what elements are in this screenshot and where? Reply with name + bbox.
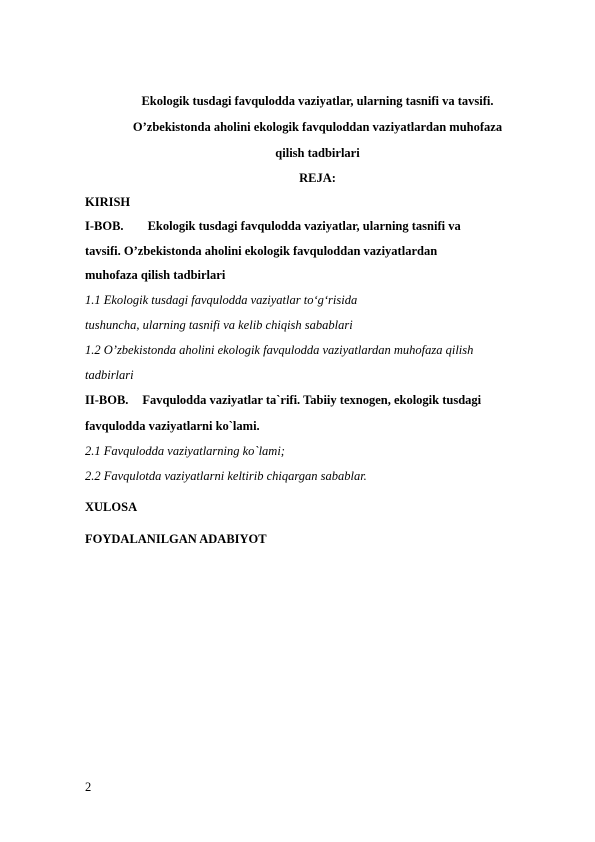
section-2-1: 2.1 Favqulodda vaziyatlarning ko`lami; bbox=[85, 444, 285, 458]
chapter2-title-line-2: favqulodda vaziyatlarni ko`lami. bbox=[85, 419, 260, 433]
references-heading: FOYDALANILGAN ADABIYOT bbox=[85, 532, 267, 546]
chapter1-heading-line-1 bbox=[85, 218, 555, 234]
chapter2-heading-line-1 bbox=[85, 392, 555, 408]
chapter1-label: I-BOB. bbox=[85, 219, 124, 233]
chapter1-title-line-1: Ekologik tusdagi favqulodda vaziyatlar, ularning tasnifi va bbox=[147, 219, 461, 233]
section-1-2-line-2: tadbirlari bbox=[85, 368, 134, 382]
title-line-3: qilish tadbirlari bbox=[275, 146, 360, 160]
plan-heading: REJA: bbox=[299, 171, 336, 185]
chapter2-label: II-BOB. bbox=[85, 393, 129, 407]
intro-heading: KIRISH bbox=[85, 195, 131, 209]
section-1-2-line-1: 1.2 O’zbekistonda aholini ekologik favqulodda vaziyatlardan muhofaza qilish bbox=[85, 343, 474, 357]
chapter1-title-line-2: tavsifi. O’zbekistonda aholini ekologik favquloddan vaziyatlardan bbox=[85, 244, 438, 258]
section-1-1-line-1: 1.1 Ekologik tusdagi favqulodda vaziyatlar to‘g‘risida bbox=[85, 293, 358, 307]
chapter2-title-line-1: Favqulodda vaziyatlar ta`rifi. Tabiiy texnogen, ekologik tusdagi bbox=[142, 393, 482, 407]
title-line-1: Ekologik tusdagi favqulodda vaziyatlar, ularning tasnifi va tavsifi. bbox=[141, 94, 494, 108]
section-2-2: 2.2 Favqulotda vaziyatlarni keltirib chiqargan sabablar. bbox=[85, 469, 367, 483]
title-line-2: O’zbekistonda aholini ekologik favquloddan vaziyatlardan muhofaza bbox=[132, 120, 503, 134]
conclusion-heading: XULOSA bbox=[85, 500, 138, 514]
chapter1-title-line-3: muhofaza qilish tadbirlari bbox=[85, 268, 226, 282]
section-1-1-line-2: tushuncha, ularning tasnifi va kelib chiqish sabablari bbox=[85, 318, 353, 332]
page-number: 2 bbox=[85, 780, 92, 794]
